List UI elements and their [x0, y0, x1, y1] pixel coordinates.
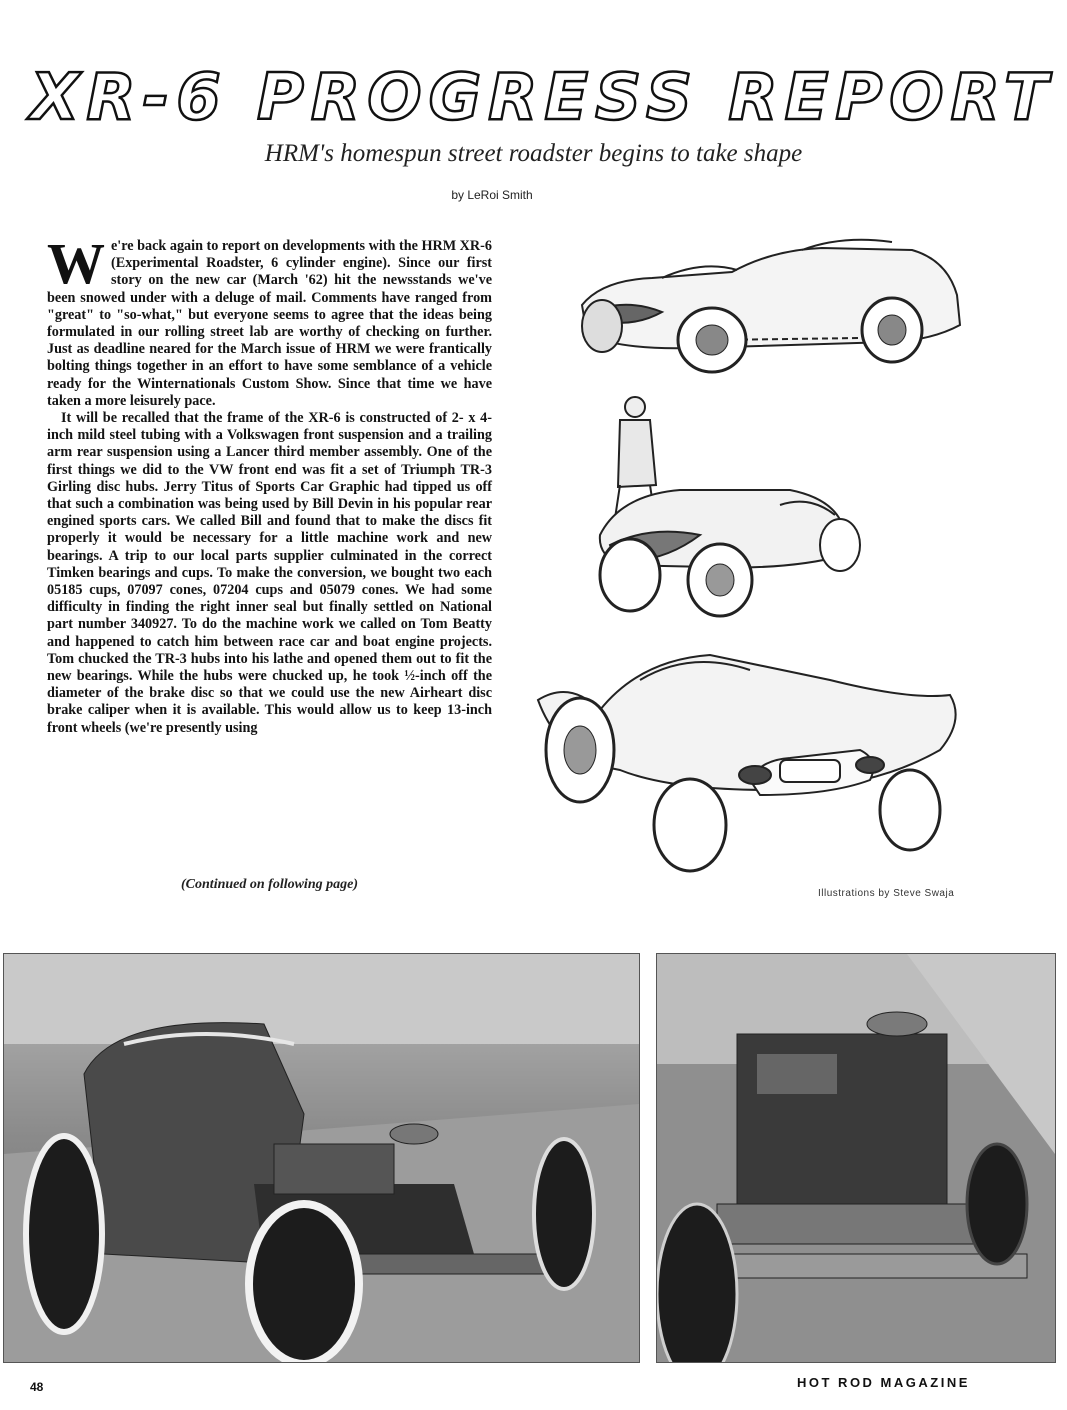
front-wheel-right — [582, 300, 622, 352]
magazine-name: HOT ROD MAGAZINE — [797, 1375, 970, 1390]
byline: by LeRoi Smith — [451, 188, 533, 202]
illustration-roadster-rear-with-man — [590, 395, 870, 625]
photo-engine-front — [656, 953, 1056, 1363]
rear-wheel-right — [688, 544, 752, 616]
page-number: 48 — [30, 1380, 44, 1394]
article-body — [47, 231, 492, 737]
rear-wheel-left-3 — [546, 698, 614, 802]
article-title: XR-6 PROGRESS REPORT — [30, 61, 1055, 135]
illustration-roadster-rear — [530, 640, 970, 880]
rear-wheel — [862, 298, 922, 362]
illustration-roadster-front — [562, 230, 982, 380]
illustration-credit: Illustrations by Steve Swaja — [818, 888, 955, 899]
front-wheel — [820, 519, 860, 571]
photo-roadster-side — [3, 953, 640, 1363]
rear-wheel-right-3 — [654, 779, 726, 871]
paragraph-1 — [47, 231, 492, 410]
front-wheel-3 — [880, 770, 940, 850]
rear-wheel-left — [600, 539, 660, 611]
article-subtitle: HRM's homespun street roadster begins to take shape — [264, 140, 803, 167]
paragraph-2: It will be recalled that the frame of the XR-6 is constructed of 2- x 4-inch mild steel tubing with a Volkswagen front suspension and a trailing arm rear suspension using a Lancer third member assembly. One of the first things we did to the VW front end was fit a set of Triumph TR-3 Girling disc hubs. Jerry Titus of Sports Car Graphic had tipped us off that such a combination was being used by Bill Devin in his popular rear engined sports cars. We called Bill and found that to make the discs fit properly it would be necessary for a little machine work and new bearings. A trip to our local parts supplier culminated in the correct Timken bearings and cups. To make the conversion, we bought two each 05185 cups, 07097 cones, 07204 cups and 05079 cones. We had some difficulty in finding the right inner seal but finally settled on National part number 340927. To do the machine work we called on Tom Beatty and happened to catch him between race car and boat engine projects. Tom chucked the TR-3 hubs into his lathe and opened them out to fit the new bearings. While the hubs were chucked up, he took ½-inch off the diameter of the brake disc so that we could use the new Airheart disc brake caliper when it is available. This would allow us to keep 13-inch front wheels (we're presently using — [47, 410, 492, 736]
front-wheel-left — [678, 308, 746, 372]
paragraph-1-text: e're back again to report on developments with the HRM XR-6 (Experimental Roadster, 6 cylinder engine). Since our first story on the new car (March '62) hit the newsstands we've been snowed under with a deluge of mail. Comments have ranged from "great" to "so-what," but everyone seems to agree that the ideas being formulated in our rolling street lab are worthy of checking on further. Just as deadline neared for the March issue of HRM we were frantically bolting things together in an effort to have some semblance of a vehicle ready for the Winternationals Custom Show. Since that time we have taken a more leisurely pace. — [47, 238, 492, 409]
drop-cap: W — [47, 231, 105, 296]
continued-note: (Continued on following page) — [181, 877, 358, 892]
